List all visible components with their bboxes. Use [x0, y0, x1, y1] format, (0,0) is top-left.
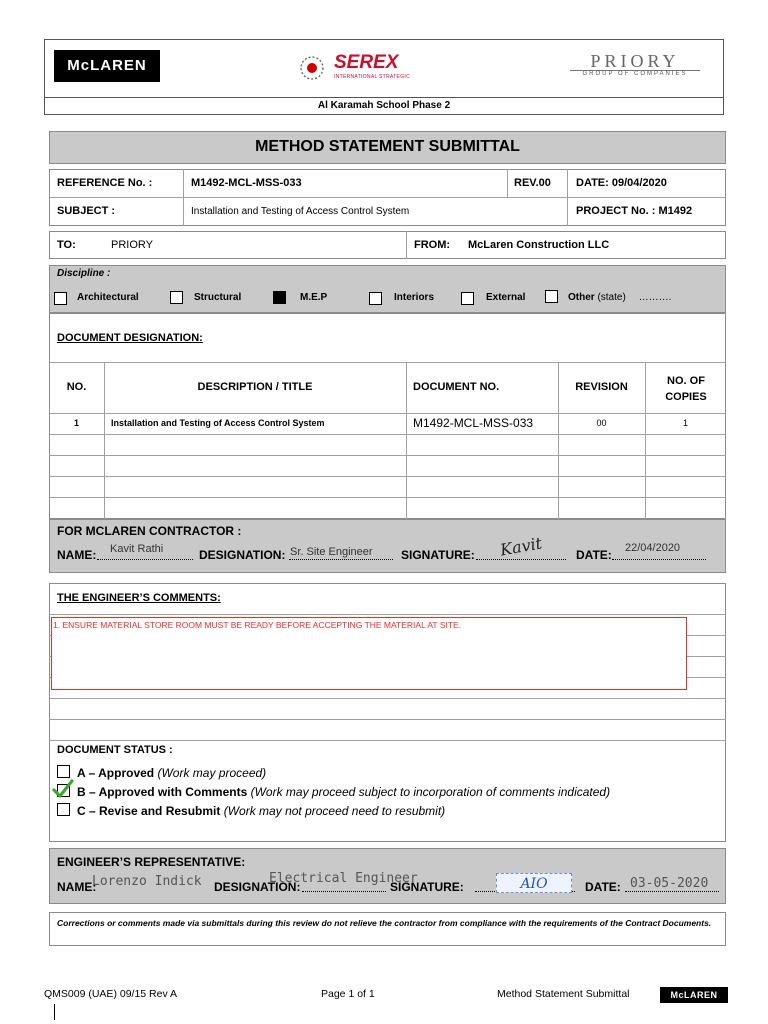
- contractor-name-label: NAME:: [57, 548, 97, 562]
- interiors-label: Interiors: [394, 292, 435, 303]
- comment-line-7: [49, 740, 726, 741]
- designation-row-4: [49, 497, 726, 498]
- comment-line-1: [49, 614, 726, 615]
- designation-header-top: [49, 362, 726, 363]
- external-checkbox[interactable]: [461, 292, 474, 305]
- col-header-description: DESCRIPTION / TITLE: [197, 381, 313, 393]
- ref-col-1: [183, 169, 184, 226]
- comment-textbox[interactable]: [51, 617, 687, 690]
- contractor-heading: FOR MCLAREN CONTRACTOR :: [57, 524, 242, 538]
- subject-value: Installation and Testing of Access Control System: [191, 206, 410, 217]
- from-value: McLaren Construction LLC: [468, 239, 610, 251]
- discipline-label: Discipline :: [57, 268, 111, 279]
- to-from-divider: [406, 231, 407, 259]
- engineer-heading: ENGINEER’S REPRESENTATIVE:: [57, 855, 246, 869]
- project-number: PROJECT No. : M1492: [576, 205, 693, 217]
- comment-text: 1. ENSURE MATERIAL STORE ROOM MUST BE READY BEFORE ACCEPTING THE MATERIAL AT SITE.: [53, 620, 462, 630]
- architectural-label: Architectural: [77, 292, 139, 303]
- ref-row-divider: [49, 197, 726, 198]
- row-1-description: Installation and Testing of Access Control System: [111, 418, 325, 428]
- comments-heading: THE ENGINEER’S COMMENTS:: [57, 592, 221, 604]
- priory-logo: PRIORY GROUP OF COMPANIES: [560, 52, 710, 78]
- contractor-date-value: 22/04/2020: [625, 542, 681, 554]
- ref-col-3: [567, 169, 568, 226]
- date-value: 09/04/2020: [611, 177, 667, 189]
- footer-form-code: QMS009 (UAE) 09/15 Rev A: [44, 988, 178, 1000]
- ref-col-2: [507, 169, 508, 197]
- designation-col-4: [645, 362, 646, 519]
- comment-line-5: [49, 698, 726, 699]
- star-ring-icon: [296, 52, 328, 84]
- contractor-signature-label: SIGNATURE:: [401, 548, 475, 562]
- designation-col-2: [406, 362, 407, 519]
- other-label: Other (state) ……….: [568, 292, 672, 303]
- status-a-checkbox[interactable]: [57, 765, 70, 778]
- engineer-name-label: NAME:: [57, 880, 97, 894]
- from-label: FROM:: [414, 239, 451, 251]
- row-1-copies: 1: [682, 418, 688, 428]
- contractor-date-label: DATE:: [576, 548, 612, 562]
- date-field: DATE: 09/04/2020: [576, 177, 667, 189]
- engineer-designation-value: Electrical Engineer: [269, 871, 418, 886]
- contractor-designation-label: DESIGNATION:: [199, 548, 286, 562]
- contractor-signature: Kavit: [498, 533, 544, 560]
- interiors-checkbox[interactable]: [369, 292, 382, 305]
- checkmark-icon: [52, 779, 74, 799]
- mclaren-logo: McLAREN: [54, 50, 160, 82]
- comment-line-6: [49, 719, 726, 720]
- structural-checkbox[interactable]: [170, 291, 183, 304]
- designation-row-1: [49, 434, 726, 435]
- subject-label: SUBJECT :: [57, 205, 116, 217]
- engineer-date-label: DATE:: [585, 880, 621, 894]
- footer-document-type: Method Statement Submittal: [497, 988, 630, 1000]
- footer-page-number: Page 1 of 1: [321, 988, 375, 1000]
- designation-row-2: [49, 455, 726, 456]
- to-value: PRIORY: [111, 239, 153, 251]
- architectural-checkbox[interactable]: [54, 292, 67, 305]
- mep-checkbox[interactable]: [273, 291, 286, 304]
- contractor-name-value: Kavit Rathi: [110, 543, 164, 555]
- reference-label: REFERENCE No. :: [57, 177, 153, 189]
- footer-logo: McLAREN: [660, 987, 728, 1003]
- page-title: METHOD STATEMENT SUBMITTAL: [255, 138, 520, 155]
- revision-label: REV.00: [514, 177, 551, 189]
- to-label: TO:: [57, 239, 76, 251]
- external-label: External: [486, 292, 526, 303]
- status-b-label: B – Approved with Comments (Work may proceed subject to incorporation of comments indicated): [77, 785, 611, 799]
- project-name: Al Karamah School Phase 2: [317, 100, 451, 111]
- contractor-designation-value: Sr. Site Engineer: [290, 546, 373, 558]
- engineer-signature-label: SIGNATURE:: [390, 880, 464, 894]
- other-checkbox[interactable]: [545, 290, 558, 303]
- structural-label: Structural: [194, 292, 242, 303]
- designation-row-3: [49, 476, 726, 477]
- text-cursor: [54, 1004, 55, 1020]
- mep-label: M.E.P: [300, 292, 328, 303]
- engineer-designation-label: DESIGNATION:: [214, 880, 301, 894]
- designation-heading: DOCUMENT DESIGNATION:: [57, 332, 203, 344]
- status-c-label: C – Revise and Resubmit (Work may not proceed need to resubmit): [77, 804, 446, 818]
- engineer-name-value: Lorenzo Indick: [92, 874, 202, 889]
- col-header-copies: NO. OF COPIES: [665, 375, 707, 403]
- disclaimer-text: Corrections or comments made via submittals during this review do not relieve the contractor from compliance with the requirements of the Contract Documents.: [57, 918, 712, 928]
- engineer-signature: AIO: [520, 876, 548, 892]
- status-heading: DOCUMENT STATUS :: [57, 744, 173, 756]
- discipline-section: [49, 265, 726, 313]
- col-header-revision: REVISION: [575, 381, 628, 393]
- row-1-revision: 00: [596, 418, 607, 428]
- engineer-date-value: 03-05-2020: [630, 876, 709, 891]
- serex-logo: SEREX INTERNATIONAL STRATEGIC: [296, 52, 416, 82]
- status-c-checkbox[interactable]: [57, 803, 70, 816]
- designation-header-bottom: [49, 413, 726, 414]
- reference-value: M1492-MCL-MSS-033: [191, 177, 302, 189]
- status-a-label: A – Approved (Work may proceed): [77, 766, 267, 780]
- row-1-no: 1: [73, 418, 79, 428]
- header-divider: [44, 97, 724, 98]
- engineer-signature-stamp: [496, 873, 572, 893]
- col-header-document-no: DOCUMENT NO.: [413, 381, 500, 393]
- row-1-document-no: M1492-MCL-MSS-033: [413, 416, 534, 430]
- col-header-no: NO.: [66, 381, 87, 393]
